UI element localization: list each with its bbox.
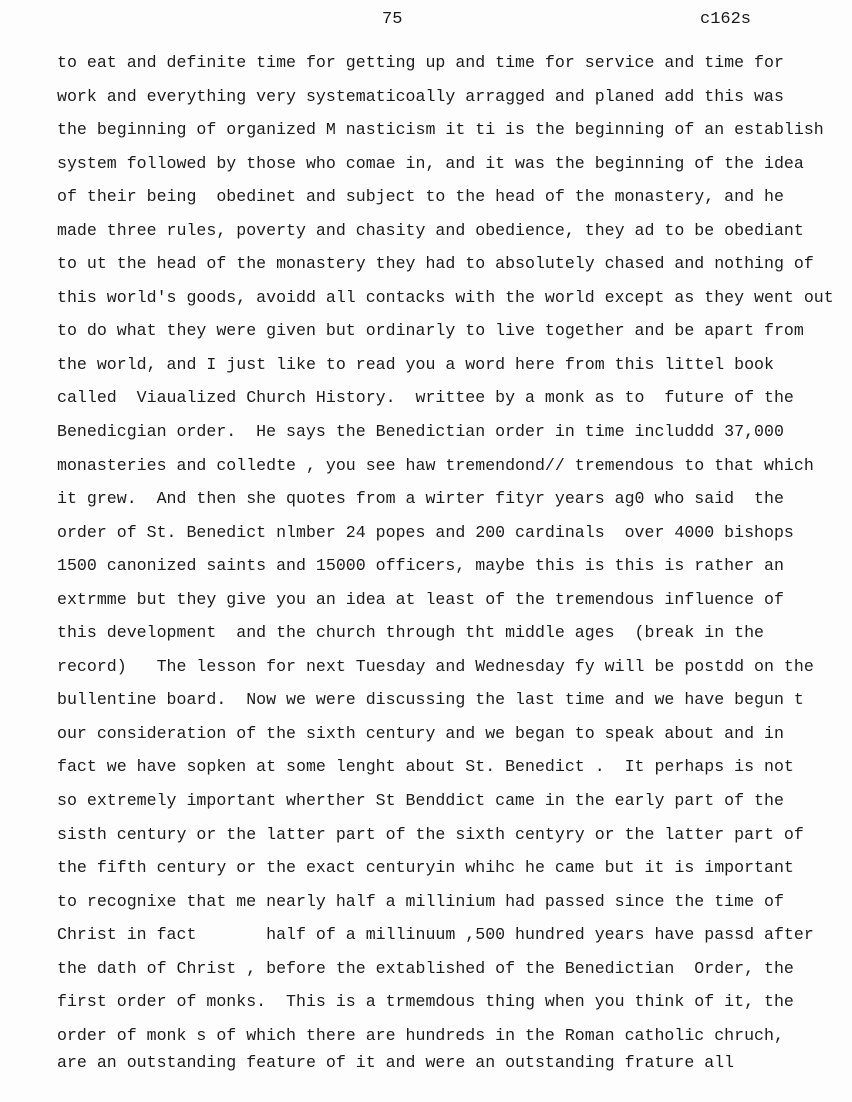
text-line: order of St. Benedict nlmber 24 popes and 200 cardinals over 4000 bishops <box>57 522 794 542</box>
text-line: the world, and I just like to read you a word here from this littel book <box>57 354 774 374</box>
text-line: made three rules, poverty and chasity and obedience, they ad to be obediant <box>57 220 804 240</box>
text-line: extrmme but they give you an idea at least of the tremendous influence of <box>57 589 784 609</box>
text-line: our consideration of the sixth century and we began to speak about and in <box>57 723 784 743</box>
text-line: order of monk s of which there are hundreds in the Roman catholic chruch, <box>57 1025 784 1045</box>
text-line: the fifth century or the exact centuryin whihc he came but it is important <box>57 858 794 878</box>
text-line: Christ in fact half of a millinuum ,500 hundred years have passd after <box>57 925 814 945</box>
text-line: work and everything very systematicoally arragged and planed add this was <box>57 86 784 106</box>
text-line: this world's goods, avoidd all contacks with the world except as they went out <box>57 287 834 307</box>
text-line: monasteries and colledte , you see haw tremendond// tremendous to that which <box>57 455 814 475</box>
text-line: the beginning of organized M nasticism it ti is the beginning of an establish <box>57 120 824 140</box>
text-line: to ut the head of the monastery they had to absolutely chased and nothing of <box>57 254 814 274</box>
text-line: so extremely important wherther St Benddict came in the early part of the <box>57 791 784 811</box>
text-line: Benedicgian order. He says the Benedictian order in time includdd 37,000 <box>57 422 784 442</box>
page-number: 75 <box>382 10 403 29</box>
text-line: 1500 canonized saints and 15000 officers, maybe this is this is rather an <box>57 556 784 576</box>
document-code: c162s <box>700 10 752 29</box>
text-line: fact we have sopken at some lenght about St. Benedict . It perhaps is not <box>57 757 794 777</box>
text-line: to do what they were given but ordinarly to live together and be apart from <box>57 321 804 341</box>
body-text <box>57 46 842 1080</box>
text-line: to eat and definite time for getting up and time for service and time for <box>57 53 784 72</box>
text-line: bullentine board. Now we were discussing the last time and we have begun t <box>57 690 804 710</box>
text-line: the dath of Christ , before the extablished of the Benedictian Order, the <box>57 958 794 978</box>
text-line: record) The lesson for next Tuesday and Wednesday fy will be postdd on the <box>57 656 814 676</box>
text-line: first order of monks. This is a trmemdous thing when you think of it, the <box>57 992 794 1012</box>
text-line: of their being obedinet and subject to the head of the monastery, and he <box>57 187 784 207</box>
text-line: to recognixe that me nearly half a millinium had passed since the time of <box>57 891 784 911</box>
text-line: this development and the church through tht middle ages (break in the <box>57 623 765 643</box>
text-line: are an outstanding feature of it and were an outstanding frature all <box>57 1053 735 1073</box>
text-line: sisth century or the latter part of the sixth centyry or the latter part of <box>57 824 804 844</box>
text-line: system followed by those who comae in, and it was the beginning of the idea <box>57 153 804 173</box>
text-line: it grew. And then she quotes from a wirter fityr years ag0 who said the <box>57 489 784 509</box>
text-line: called Viaualized Church History. writtee by a monk as to future of the <box>57 388 794 408</box>
